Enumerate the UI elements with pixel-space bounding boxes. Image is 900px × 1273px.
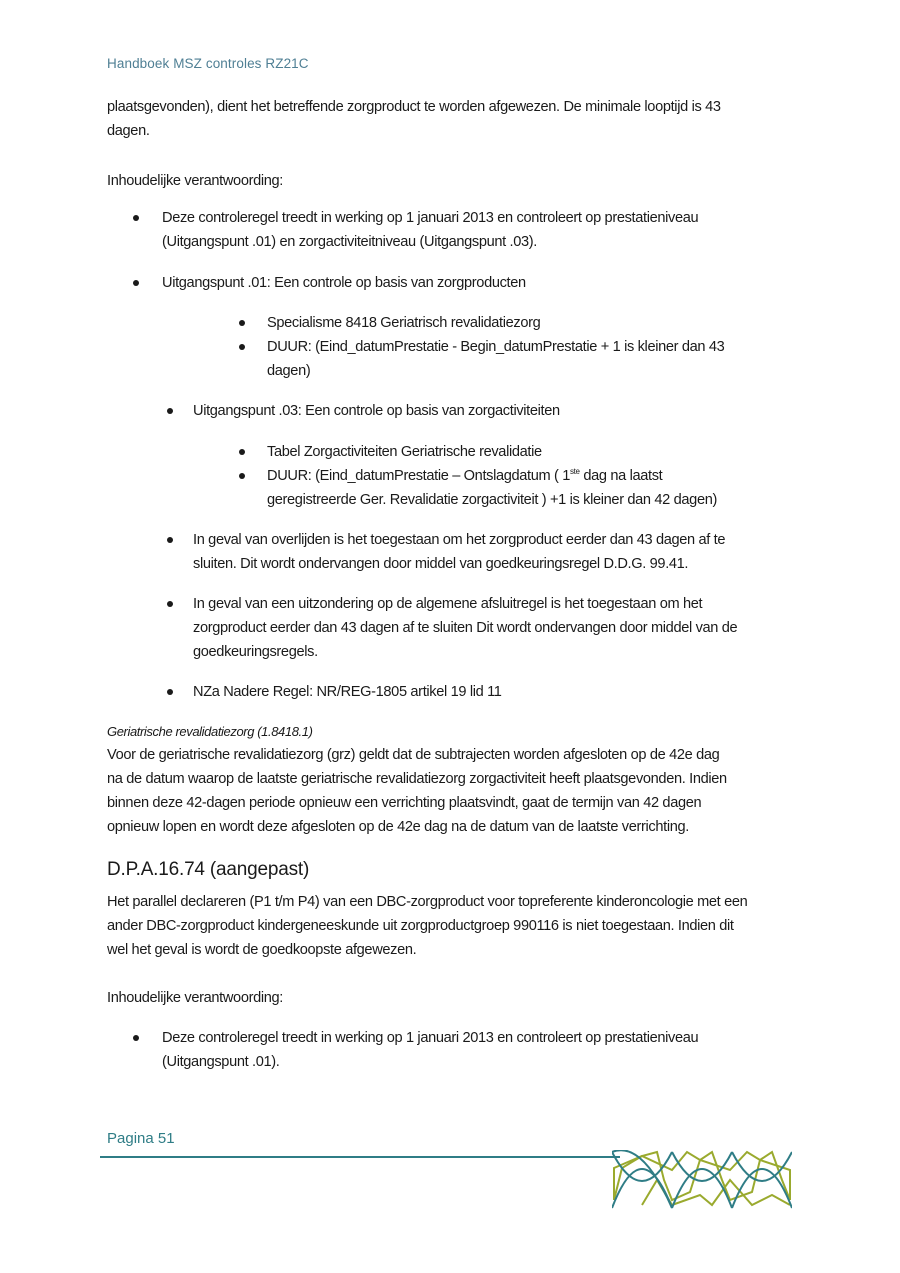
- bullet-icon: [133, 280, 139, 286]
- text-line: In geval van overlijden is het toegestaan om het zorgproduct eerder dan 43 dagen af te: [193, 532, 726, 548]
- dpa-paragraph: [107, 890, 747, 962]
- list-item: NZa Nadere Regel: NR/REG-1805 artikel 19 lid 11: [193, 684, 502, 700]
- section-label: Inhoudelijke verantwoording:: [107, 990, 283, 1006]
- bullet-icon: [167, 689, 173, 695]
- intro-paragraph: [107, 95, 721, 143]
- bullet-icon: [167, 537, 173, 543]
- list-item: [193, 592, 737, 664]
- bullet-icon: [239, 344, 245, 350]
- running-header: Handboek MSZ controles RZ21C: [107, 56, 309, 71]
- text-line: Deze controleregel treedt in werking op 1 januari 2013 en controleert op prestatieniveau: [162, 1030, 699, 1046]
- section-heading: D.P.A.16.74 (aangepast): [107, 859, 310, 880]
- text-line: dagen.: [107, 123, 150, 139]
- list-item: Uitgangspunt .03: Een controle op basis van zorgactiviteiten: [193, 403, 560, 419]
- list-item: [162, 206, 698, 254]
- section-label: Inhoudelijke verantwoording:: [107, 173, 283, 189]
- bullet-icon: [239, 473, 245, 479]
- footer-divider: [100, 1156, 620, 1158]
- text-line: Het parallel declareren (P1 t/m P4) van een DBC-zorgproduct voor topreferente kinderoncologie met een: [107, 894, 748, 910]
- text-line: dagen): [267, 363, 311, 379]
- grz-paragraph: [107, 743, 727, 839]
- text-line: plaatsgevonden), dient het betreffende zorgproduct te worden afgewezen. De minimale looptijd is 43: [107, 99, 721, 115]
- sub-list-item: [267, 335, 724, 383]
- text-line: (Uitgangspunt .01).: [162, 1054, 280, 1070]
- text-line: zorgproduct eerder dan 43 dagen af te sluiten Dit wordt ondervangen door middel van de: [193, 620, 738, 636]
- text-fragment: DUUR: (Eind_datumPrestatie – Ontslagdatum ( 1: [267, 468, 571, 484]
- sub-list-item: [267, 464, 717, 512]
- list-item: [162, 1026, 698, 1074]
- text-fragment: dag na laatst: [579, 468, 663, 484]
- bullet-icon: [167, 601, 173, 607]
- text-line: [267, 464, 717, 488]
- text-line: ander DBC-zorgproduct kindergeneeskunde uit zorgproductgroep 990116 is niet toegestaan. Indien dit: [107, 918, 734, 934]
- text-line: na de datum waarop de laatste geriatrische revalidatiezorg zorgactiviteit heeft plaatsgevonden. Indien: [107, 771, 727, 787]
- text-line: In geval van een uitzondering op de algemene afsluitregel is het toegestaan om het: [193, 596, 703, 612]
- subsection-title: Geriatrische revalidatiezorg (1.8418.1): [107, 724, 313, 739]
- sub-list-item: Specialisme 8418 Geriatrisch revalidatiezorg: [267, 315, 541, 331]
- superscript: ste: [570, 467, 580, 477]
- text-line: geregistreerde Ger. Revalidatie zorgactiviteit ) +1 is kleiner dan 42 dagen): [267, 492, 717, 508]
- text-line: wel het geval is wordt de goedkoopste afgewezen.: [107, 942, 417, 958]
- list-item: [193, 528, 725, 576]
- text-line: (Uitgangspunt .01) en zorgactiviteitniveau (Uitgangspunt .03).: [162, 234, 537, 250]
- text-line: opnieuw lopen en wordt deze afgesloten op de 42e dag na de datum van de laatste verrichting.: [107, 819, 689, 835]
- page-number: Pagina 51: [107, 1130, 175, 1147]
- text-line: Deze controleregel treedt in werking op 1 januari 2013 en controleert op prestatieniveau: [162, 210, 699, 226]
- text-line: goedkeuringsregels.: [193, 644, 318, 660]
- text-line: Voor de geriatrische revalidatiezorg (grz) geldt dat de subtrajecten worden afgesloten op de 42e dag: [107, 747, 720, 763]
- bullet-icon: [239, 449, 245, 455]
- text-line: DUUR: (Eind_datumPrestatie - Begin_datumPrestatie + 1 is kleiner dan 43: [267, 339, 725, 355]
- bullet-icon: [239, 320, 245, 326]
- sub-list-item: Tabel Zorgactiviteiten Geriatrische revalidatie: [267, 444, 542, 460]
- text-line: binnen deze 42-dagen periode opnieuw een verrichting plaatsvindt, gaat de termijn van 42 dagen: [107, 795, 702, 811]
- bullet-icon: [167, 408, 173, 414]
- text-line: sluiten. Dit wordt ondervangen door middel van goedkeuringsregel D.D.G. 99.41.: [193, 556, 689, 572]
- bullet-icon: [133, 215, 139, 221]
- list-item: Uitgangspunt .01: Een controle op basis van zorgproducten: [162, 275, 526, 291]
- bullet-icon: [133, 1035, 139, 1041]
- decorative-logo-icon: [612, 1150, 792, 1210]
